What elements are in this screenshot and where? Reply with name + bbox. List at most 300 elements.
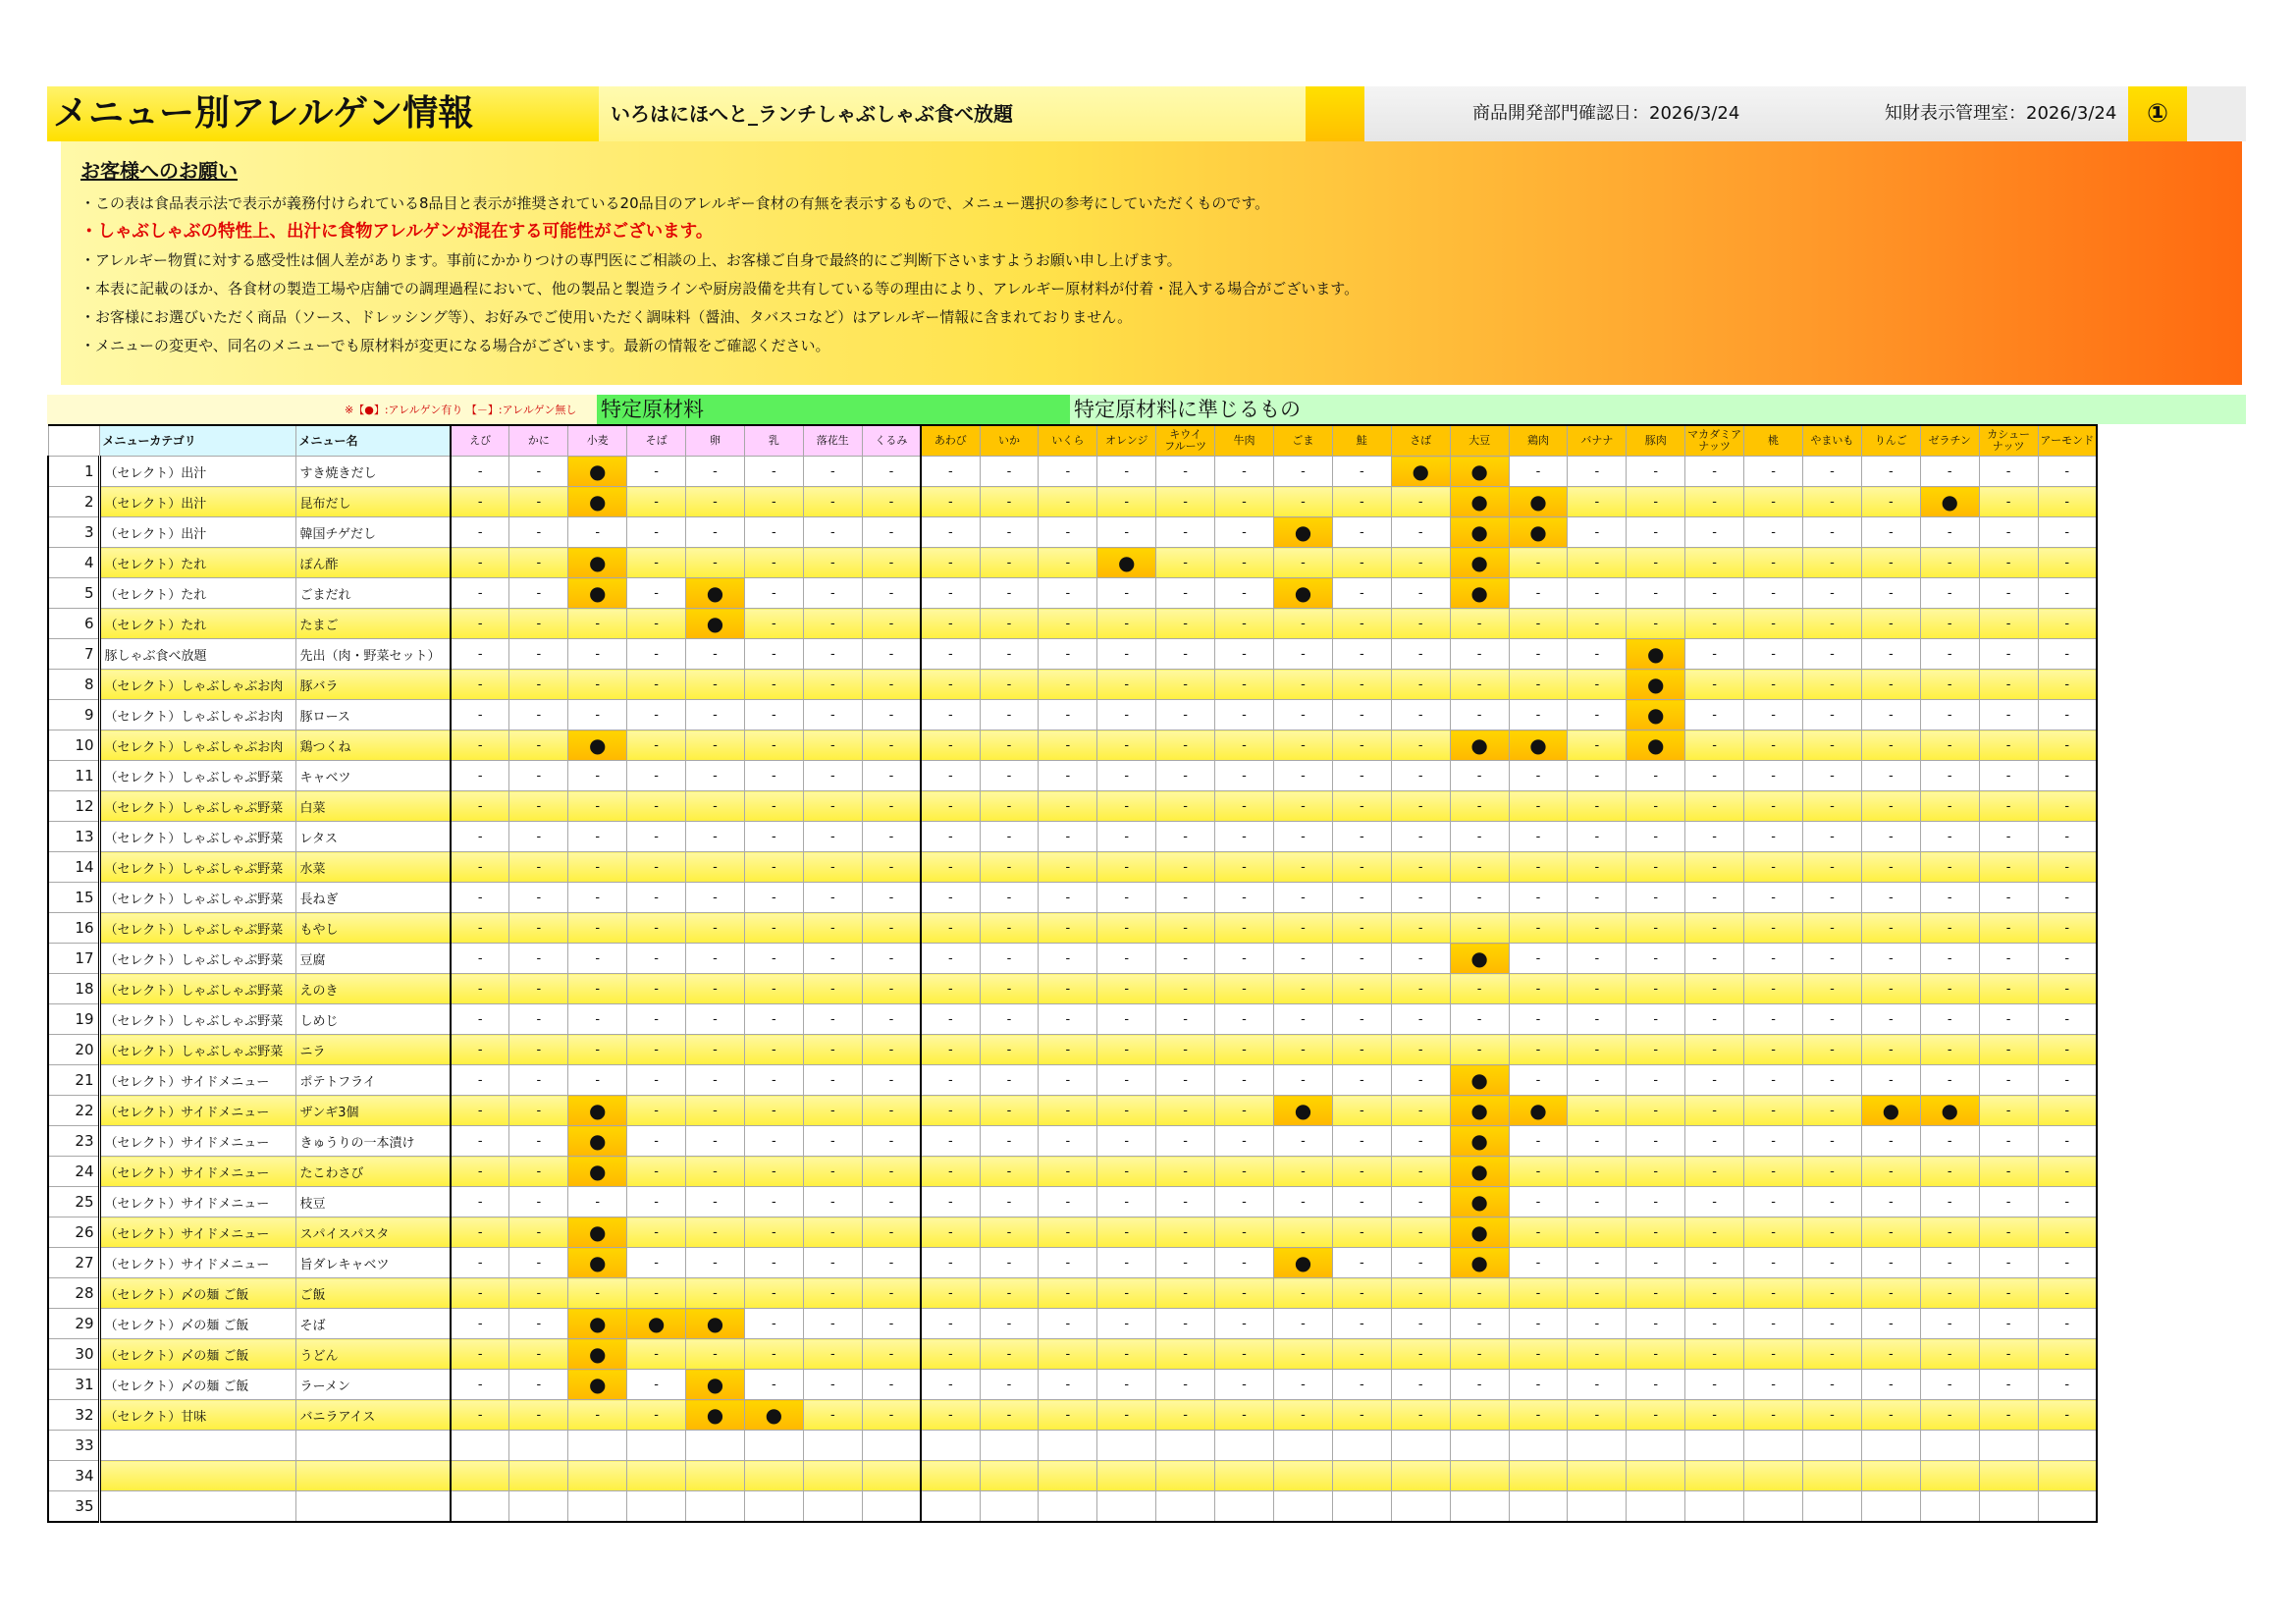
allergen-cell-empty <box>1568 1491 1627 1523</box>
allergen-absent-mark: - <box>1861 578 1920 609</box>
allergen-absent-mark: - <box>1332 457 1391 487</box>
allergen-absent-mark: - <box>1391 1126 1450 1157</box>
allergen-absent-mark: - <box>1097 670 1156 700</box>
allergen-absent-mark: - <box>1450 639 1509 670</box>
allergen-absent-mark: - <box>1802 457 1861 487</box>
allergen-present-mark: ● <box>1391 457 1450 487</box>
allergen-absent-mark: - <box>1039 1400 1097 1431</box>
allergen-absent-mark: - <box>1568 1370 1627 1400</box>
allergen-absent-mark: - <box>921 913 980 944</box>
allergen-absent-mark: - <box>1627 517 1685 548</box>
allergen-absent-mark: - <box>1979 730 2038 761</box>
allergen-absent-mark: - <box>1744 1370 1803 1400</box>
allergen-absent-mark: - <box>627 1370 686 1400</box>
allergen-absent-mark: - <box>862 791 921 822</box>
allergen-cell-empty <box>2038 1431 2097 1461</box>
allergen-absent-mark: - <box>1920 1248 1979 1278</box>
allergen-absent-mark: - <box>1097 822 1156 852</box>
allergen-absent-mark: - <box>1979 517 2038 548</box>
customer-notice <box>61 141 2242 385</box>
allergen-absent-mark: - <box>744 974 803 1004</box>
row-number: 30 <box>48 1339 99 1370</box>
allergen-absent-mark: - <box>627 517 686 548</box>
allergen-absent-mark: - <box>1979 822 2038 852</box>
allergen-absent-mark: - <box>1332 852 1391 883</box>
allergen-absent-mark: - <box>1039 883 1097 913</box>
allergen-absent-mark: - <box>1920 913 1979 944</box>
menu-category: （セレクト）サイドメニュー <box>99 1248 295 1278</box>
allergen-absent-mark: - <box>627 1248 686 1278</box>
menu-name: ニラ <box>295 1035 451 1065</box>
allergen-cell-empty <box>862 1461 921 1491</box>
allergen-absent-mark: - <box>1861 883 1920 913</box>
allergen-absent-mark: - <box>1215 487 1274 517</box>
allergen-absent-mark: - <box>1685 791 1744 822</box>
allergen-absent-mark: - <box>451 1004 509 1035</box>
allergen-absent-mark: - <box>568 1035 627 1065</box>
allergen-absent-mark: - <box>451 639 509 670</box>
table-row <box>48 1126 2097 1157</box>
allergen-absent-mark: - <box>1215 517 1274 548</box>
allergen-absent-mark: - <box>1273 944 1332 974</box>
allergen-absent-mark: - <box>1627 1248 1685 1278</box>
header-allergen-specific: えび <box>451 425 509 457</box>
row-number: 8 <box>48 670 99 700</box>
allergen-absent-mark: - <box>1744 822 1803 852</box>
allergen-absent-mark: - <box>1039 761 1097 791</box>
allergen-absent-mark: - <box>568 1278 627 1309</box>
allergen-absent-mark: - <box>1685 670 1744 700</box>
allergen-cell-empty <box>1920 1461 1979 1491</box>
allergen-absent-mark: - <box>686 1248 745 1278</box>
allergen-present-mark: ● <box>1450 457 1509 487</box>
allergen-absent-mark: - <box>509 1187 568 1217</box>
allergen-absent-mark: - <box>1627 1278 1685 1309</box>
row-number: 19 <box>48 1004 99 1035</box>
allergen-absent-mark: - <box>1861 822 1920 852</box>
allergen-absent-mark: - <box>1273 670 1332 700</box>
allergen-absent-mark: - <box>1568 1187 1627 1217</box>
menu-name: ご飯 <box>295 1278 451 1309</box>
allergen-absent-mark: - <box>1097 1157 1156 1187</box>
allergen-absent-mark: - <box>1215 457 1274 487</box>
allergen-absent-mark: - <box>568 1004 627 1035</box>
allergen-absent-mark: - <box>1861 1035 1920 1065</box>
allergen-absent-mark: - <box>2038 578 2097 609</box>
allergen-cell-empty <box>1744 1491 1803 1523</box>
header-allergen-equivalent: いくら <box>1039 425 1097 457</box>
row-number: 3 <box>48 517 99 548</box>
allergen-absent-mark: - <box>627 1339 686 1370</box>
allergen-absent-mark: - <box>1979 1096 2038 1126</box>
allergen-cell-empty <box>921 1491 980 1523</box>
allergen-absent-mark: - <box>1215 1309 1274 1339</box>
allergen-absent-mark: - <box>1156 700 1215 730</box>
allergen-absent-mark: - <box>1215 1096 1274 1126</box>
allergen-absent-mark: - <box>1039 457 1097 487</box>
allergen-absent-mark: - <box>627 487 686 517</box>
allergen-absent-mark: - <box>862 1126 921 1157</box>
allergen-absent-mark: - <box>627 944 686 974</box>
allergen-absent-mark: - <box>1215 548 1274 578</box>
table-row <box>48 1461 2097 1491</box>
allergen-absent-mark: - <box>1979 700 2038 730</box>
menu-category: （セレクト）しゃぶしゃぶ野菜 <box>99 1035 295 1065</box>
menu-name: 鶏つくね <box>295 730 451 761</box>
allergen-absent-mark: - <box>2038 1004 2097 1035</box>
allergen-absent-mark: - <box>1039 852 1097 883</box>
allergen-absent-mark: - <box>1097 457 1156 487</box>
allergen-absent-mark: - <box>980 517 1039 548</box>
allergen-absent-mark: - <box>1039 1339 1097 1370</box>
allergen-absent-mark: - <box>1509 944 1568 974</box>
menu-name: 豚バラ <box>295 670 451 700</box>
allergen-absent-mark: - <box>980 1370 1039 1400</box>
allergen-cell-empty <box>1215 1461 1274 1491</box>
allergen-absent-mark: - <box>1450 670 1509 700</box>
allergen-absent-mark: - <box>744 1035 803 1065</box>
allergen-absent-mark: - <box>803 1248 862 1278</box>
allergen-absent-mark: - <box>1979 609 2038 639</box>
allergen-absent-mark: - <box>1097 913 1156 944</box>
allergen-absent-mark: - <box>1568 1248 1627 1278</box>
allergen-absent-mark: - <box>1391 1217 1450 1248</box>
allergen-absent-mark: - <box>451 1339 509 1370</box>
allergen-absent-mark: - <box>1979 1035 2038 1065</box>
allergen-absent-mark: - <box>1156 883 1215 913</box>
allergen-absent-mark: - <box>1920 609 1979 639</box>
header-allergen-specific: 卵 <box>686 425 745 457</box>
allergen-cell-empty <box>1979 1491 2038 1523</box>
allergen-absent-mark: - <box>1802 487 1861 517</box>
table-row <box>48 457 2097 487</box>
allergen-absent-mark: - <box>1156 1248 1215 1278</box>
row-number: 23 <box>48 1126 99 1157</box>
row-number: 2 <box>48 487 99 517</box>
row-number: 25 <box>48 1187 99 1217</box>
allergen-absent-mark: - <box>451 670 509 700</box>
menu-category: （セレクト）しゃぶしゃぶ野菜 <box>99 1004 295 1035</box>
menu-name: スパイスパスタ <box>295 1217 451 1248</box>
allergen-absent-mark: - <box>1802 730 1861 761</box>
allergen-absent-mark: - <box>1215 852 1274 883</box>
allergen-absent-mark: - <box>1568 548 1627 578</box>
allergen-present-mark: ● <box>1509 517 1568 548</box>
allergen-absent-mark: - <box>451 1309 509 1339</box>
allergen-cell-empty <box>1509 1431 1568 1461</box>
allergen-absent-mark: - <box>1391 517 1450 548</box>
allergen-absent-mark: - <box>1685 1370 1744 1400</box>
allergen-absent-mark: - <box>509 639 568 670</box>
allergen-absent-mark: - <box>1920 578 1979 609</box>
allergen-absent-mark: - <box>1802 1248 1861 1278</box>
allergen-absent-mark: - <box>1627 1309 1685 1339</box>
allergen-absent-mark: - <box>744 700 803 730</box>
allergen-absent-mark: - <box>1920 639 1979 670</box>
allergen-present-mark: ● <box>627 1309 686 1339</box>
allergen-absent-mark: - <box>1156 944 1215 974</box>
allergen-absent-mark: - <box>1920 1339 1979 1370</box>
allergen-absent-mark: - <box>1568 761 1627 791</box>
allergen-present-mark: ● <box>1861 1096 1920 1126</box>
allergen-absent-mark: - <box>1744 578 1803 609</box>
allergen-absent-mark: - <box>1920 1065 1979 1096</box>
allergen-cell-empty <box>862 1431 921 1461</box>
allergen-absent-mark: - <box>1802 1096 1861 1126</box>
row-number: 12 <box>48 791 99 822</box>
allergen-absent-mark: - <box>1097 883 1156 913</box>
allergen-cell-empty <box>980 1431 1039 1461</box>
allergen-present-mark: ● <box>1450 1248 1509 1278</box>
allergen-absent-mark: - <box>1156 791 1215 822</box>
allergen-cell-empty <box>1332 1461 1391 1491</box>
menu-name: しめじ <box>295 1004 451 1035</box>
allergen-absent-mark: - <box>1156 852 1215 883</box>
allergen-absent-mark: - <box>686 487 745 517</box>
menu-name: 先出（肉・野菜セット） <box>295 639 451 670</box>
allergen-absent-mark: - <box>1391 761 1450 791</box>
allergen-present-mark: ● <box>1450 944 1509 974</box>
allergen-absent-mark: - <box>1332 913 1391 944</box>
allergen-cell-empty <box>1920 1431 1979 1461</box>
allergen-absent-mark: - <box>1685 609 1744 639</box>
table-row <box>48 791 2097 822</box>
row-number: 14 <box>48 852 99 883</box>
menu-category: （セレクト）たれ <box>99 609 295 639</box>
allergen-absent-mark: - <box>1920 883 1979 913</box>
table-row <box>48 1004 2097 1035</box>
allergen-absent-mark: - <box>1744 700 1803 730</box>
menu-name: たまご <box>295 609 451 639</box>
allergen-absent-mark: - <box>1039 578 1097 609</box>
allergen-present-mark: ● <box>568 1126 627 1157</box>
allergen-present-mark: ● <box>1273 578 1332 609</box>
allergen-cell-empty <box>686 1431 745 1461</box>
allergen-absent-mark: - <box>803 974 862 1004</box>
allergen-absent-mark: - <box>744 1278 803 1309</box>
allergen-absent-mark: - <box>1627 1370 1685 1400</box>
allergen-absent-mark: - <box>1156 1096 1215 1126</box>
table-row <box>48 1187 2097 1217</box>
allergen-present-mark: ● <box>1920 487 1979 517</box>
allergen-absent-mark: - <box>509 1065 568 1096</box>
allergen-cell-empty <box>1039 1491 1097 1523</box>
allergen-absent-mark: - <box>1039 517 1097 548</box>
allergen-absent-mark: - <box>1627 944 1685 974</box>
allergen-absent-mark: - <box>921 1248 980 1278</box>
allergen-absent-mark: - <box>803 1217 862 1248</box>
allergen-absent-mark: - <box>1450 1278 1509 1309</box>
menu-name: 旨ダレキャベツ <box>295 1248 451 1278</box>
menu-category: （セレクト）たれ <box>99 578 295 609</box>
allergen-absent-mark: - <box>1156 761 1215 791</box>
allergen-absent-mark: - <box>862 852 921 883</box>
allergen-absent-mark: - <box>568 700 627 730</box>
allergen-absent-mark: - <box>1332 487 1391 517</box>
allergen-absent-mark: - <box>1568 1217 1627 1248</box>
allergen-absent-mark: - <box>627 639 686 670</box>
allergen-absent-mark: - <box>1156 1004 1215 1035</box>
allergen-absent-mark: - <box>1802 670 1861 700</box>
menu-category: （セレクト）しゃぶしゃぶ野菜 <box>99 822 295 852</box>
allergen-cell-empty <box>1509 1491 1568 1523</box>
table-row <box>48 944 2097 974</box>
menu-category: （セレクト）出汁 <box>99 487 295 517</box>
allergen-present-mark: ● <box>1509 730 1568 761</box>
allergen-cell-empty <box>1979 1431 2038 1461</box>
allergen-absent-mark: - <box>568 822 627 852</box>
allergen-absent-mark: - <box>1861 1248 1920 1278</box>
allergen-absent-mark: - <box>1509 1309 1568 1339</box>
allergen-absent-mark: - <box>921 883 980 913</box>
legend-note: ※【●】:アレルゲン有り 【－】:アレルゲン無し <box>345 404 577 416</box>
menu-category <box>99 1491 295 1523</box>
allergen-absent-mark: - <box>1744 791 1803 822</box>
allergen-present-mark: ● <box>1509 1096 1568 1126</box>
allergen-absent-mark: - <box>2038 944 2097 974</box>
menu-category: （セレクト）サイドメニュー <box>99 1217 295 1248</box>
allergen-absent-mark: - <box>980 1187 1039 1217</box>
allergen-absent-mark: - <box>1509 1248 1568 1278</box>
allergen-present-mark: ● <box>1450 517 1509 548</box>
allergen-absent-mark: - <box>509 1248 568 1278</box>
table-row <box>48 578 2097 609</box>
allergen-absent-mark: - <box>686 1217 745 1248</box>
allergen-absent-mark: - <box>1744 1187 1803 1217</box>
allergen-absent-mark: - <box>568 1065 627 1096</box>
allergen-absent-mark: - <box>1332 578 1391 609</box>
allergen-absent-mark: - <box>980 1217 1039 1248</box>
row-number: 20 <box>48 1035 99 1065</box>
allergen-absent-mark: - <box>1391 578 1450 609</box>
menu-category: （セレクト）〆の麺 ご飯 <box>99 1370 295 1400</box>
notice-line: ・本表に記載のほか、各食材の製造工場や店舗での調理過程において、他の製品と製造ラインや厨房設備を共有している等の理由により、アレルギー原材料が付着・混入する場合がございます。 <box>80 280 1360 298</box>
allergen-absent-mark: - <box>803 883 862 913</box>
allergen-absent-mark: - <box>744 1126 803 1157</box>
allergen-absent-mark: - <box>1744 1004 1803 1035</box>
allergen-absent-mark: - <box>1568 1004 1627 1035</box>
allergen-present-mark: ● <box>568 1096 627 1126</box>
allergen-absent-mark: - <box>803 1370 862 1400</box>
allergen-cell-empty <box>980 1461 1039 1491</box>
notice-line: ・アレルギー物質に対する感受性は個人差があります。事前にかかりつけの専門医にご相談の上、お客様ご自身で最終的にご判断下さいますようお願い申し上げます。 <box>80 251 1182 269</box>
allergen-absent-mark: - <box>1332 1096 1391 1126</box>
allergen-absent-mark: - <box>1744 730 1803 761</box>
allergen-absent-mark: - <box>1920 1278 1979 1309</box>
allergen-absent-mark: - <box>980 1278 1039 1309</box>
allergen-absent-mark: - <box>451 822 509 852</box>
allergen-absent-mark: - <box>1802 913 1861 944</box>
allergen-absent-mark: - <box>862 639 921 670</box>
table-row <box>48 1096 2097 1126</box>
allergen-absent-mark: - <box>862 1035 921 1065</box>
allergen-cell-empty <box>1685 1491 1744 1523</box>
menu-name: ポテトフライ <box>295 1065 451 1096</box>
allergen-absent-mark: - <box>1156 639 1215 670</box>
allergen-absent-mark: - <box>1215 913 1274 944</box>
allergen-absent-mark: - <box>1920 548 1979 578</box>
allergen-absent-mark: - <box>509 609 568 639</box>
menu-category: （セレクト）〆の麺 ご飯 <box>99 1309 295 1339</box>
allergen-absent-mark: - <box>1332 1035 1391 1065</box>
allergen-absent-mark: - <box>862 1339 921 1370</box>
allergen-absent-mark: - <box>1568 487 1627 517</box>
header-allergen-specific: かに <box>509 425 568 457</box>
allergen-absent-mark: - <box>1097 852 1156 883</box>
allergen-absent-mark: - <box>1802 1065 1861 1096</box>
allergen-absent-mark: - <box>1627 487 1685 517</box>
allergen-absent-mark: - <box>451 1035 509 1065</box>
allergen-absent-mark: - <box>1156 1217 1215 1248</box>
allergen-absent-mark: - <box>1744 761 1803 791</box>
allergen-absent-mark: - <box>1920 1217 1979 1248</box>
allergen-absent-mark: - <box>1685 1309 1744 1339</box>
allergen-absent-mark: - <box>1744 1309 1803 1339</box>
table-row <box>48 700 2097 730</box>
allergen-absent-mark: - <box>1979 1187 2038 1217</box>
allergen-absent-mark: - <box>1215 1248 1274 1278</box>
allergen-absent-mark: - <box>1097 791 1156 822</box>
allergen-absent-mark: - <box>1627 1096 1685 1126</box>
menu-name: 韓国チゲだし <box>295 517 451 548</box>
allergen-absent-mark: - <box>627 791 686 822</box>
allergen-absent-mark: - <box>862 974 921 1004</box>
menu-name: たこわさび <box>295 1157 451 1187</box>
allergen-absent-mark: - <box>627 761 686 791</box>
allergen-absent-mark: - <box>1391 1187 1450 1217</box>
allergen-absent-mark: - <box>1391 1096 1450 1126</box>
allergen-absent-mark: - <box>1509 791 1568 822</box>
allergen-absent-mark: - <box>1097 944 1156 974</box>
allergen-absent-mark: - <box>980 730 1039 761</box>
allergen-absent-mark: - <box>862 1217 921 1248</box>
allergen-absent-mark: - <box>1744 1248 1803 1278</box>
notice-title: お客様へのお願い <box>80 159 238 183</box>
allergen-absent-mark: - <box>1744 487 1803 517</box>
allergen-absent-mark: - <box>1215 609 1274 639</box>
row-number: 34 <box>48 1461 99 1491</box>
row-number: 9 <box>48 700 99 730</box>
allergen-absent-mark: - <box>1332 1339 1391 1370</box>
allergen-absent-mark: - <box>980 1096 1039 1126</box>
allergen-absent-mark: - <box>744 609 803 639</box>
allergen-absent-mark: - <box>2038 457 2097 487</box>
allergen-absent-mark: - <box>803 1096 862 1126</box>
allergen-absent-mark: - <box>1979 457 2038 487</box>
allergen-absent-mark: - <box>1332 1126 1391 1157</box>
allergen-absent-mark: - <box>1802 578 1861 609</box>
allergen-absent-mark: - <box>1332 639 1391 670</box>
allergen-absent-mark: - <box>980 700 1039 730</box>
allergen-absent-mark: - <box>451 883 509 913</box>
allergen-absent-mark: - <box>1802 548 1861 578</box>
allergen-absent-mark: - <box>1627 1126 1685 1157</box>
allergen-absent-mark: - <box>980 670 1039 700</box>
allergen-absent-mark: - <box>1097 1126 1156 1157</box>
table-row <box>48 883 2097 913</box>
allergen-absent-mark: - <box>1215 1370 1274 1400</box>
table-row <box>48 761 2097 791</box>
table-row <box>48 639 2097 670</box>
allergen-absent-mark: - <box>1039 1004 1097 1035</box>
table-row <box>48 1370 2097 1400</box>
allergen-absent-mark: - <box>1744 974 1803 1004</box>
allergen-present-mark: ● <box>1627 730 1685 761</box>
header-allergen-specific: そば <box>627 425 686 457</box>
allergen-absent-mark: - <box>2038 517 2097 548</box>
allergen-absent-mark: - <box>1861 670 1920 700</box>
row-number: 6 <box>48 609 99 639</box>
